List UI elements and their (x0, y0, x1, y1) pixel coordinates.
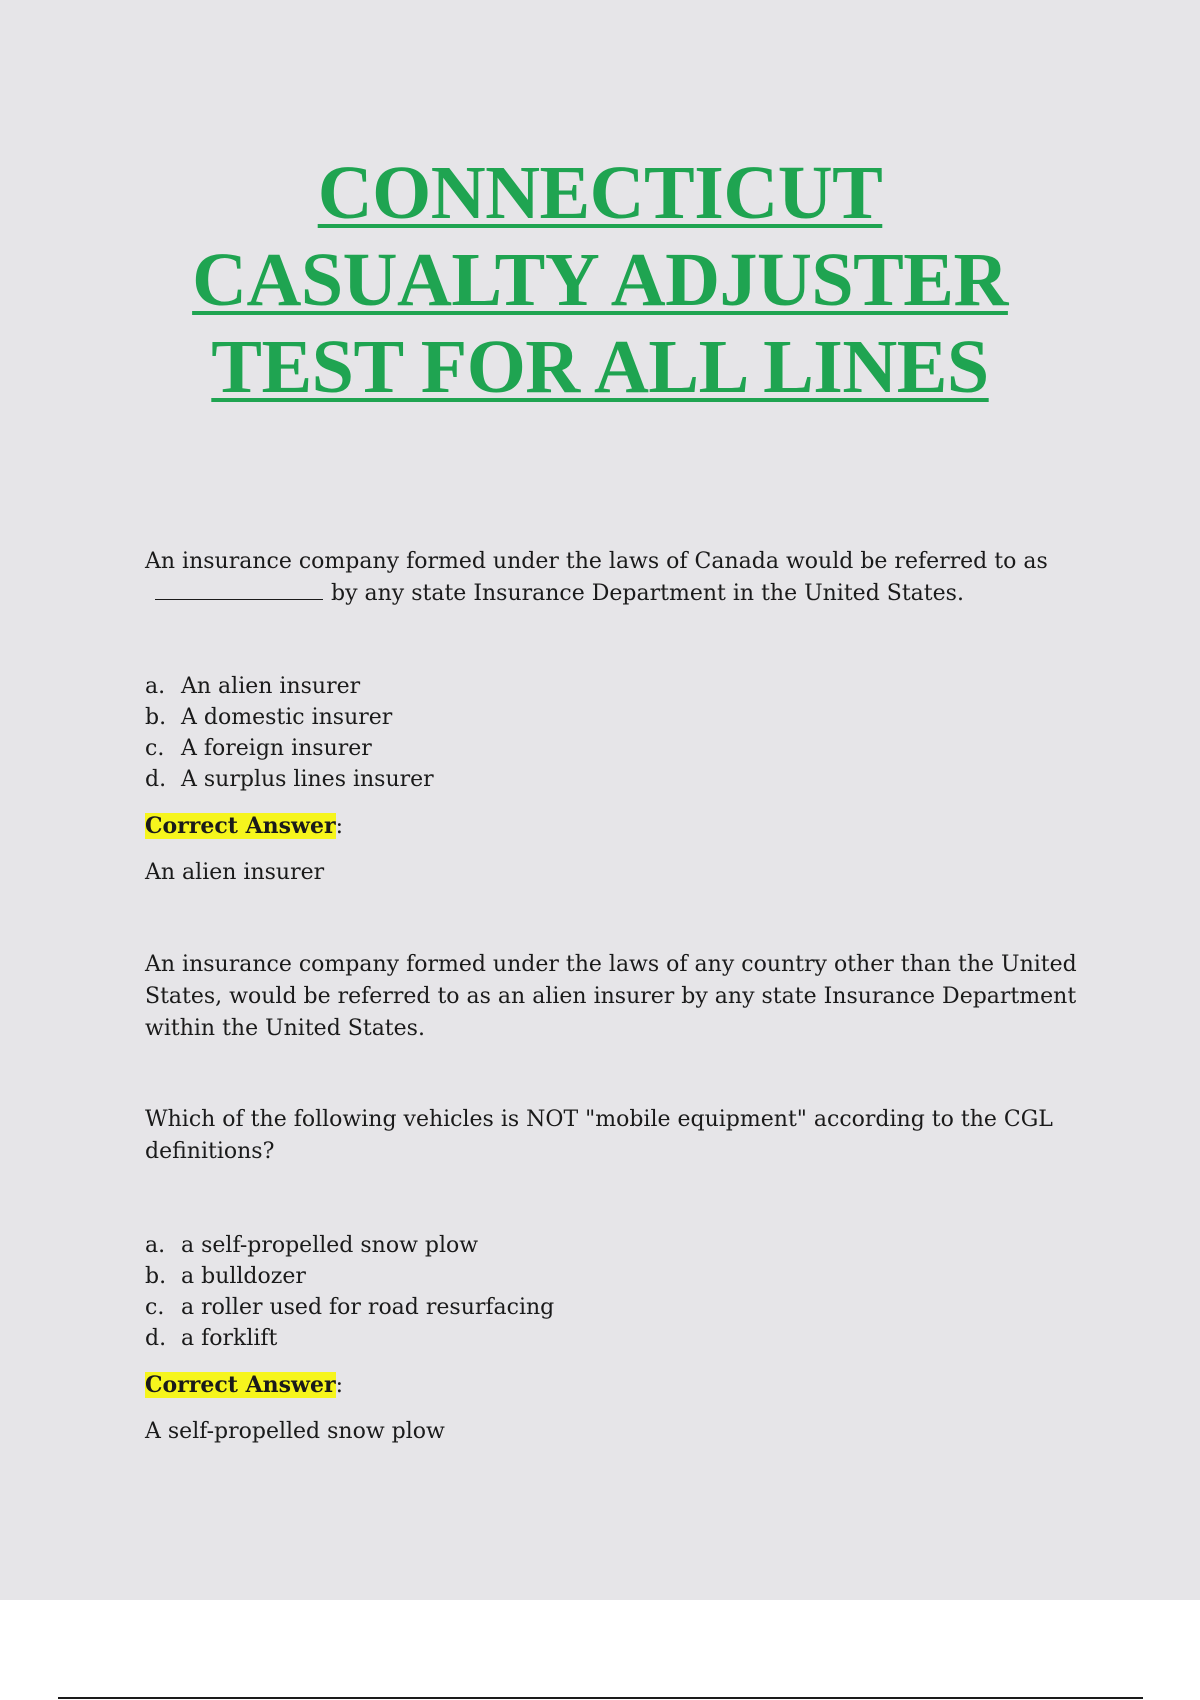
question-1-answer: An alien insurer (145, 860, 325, 885)
option-d: d. a forklift (145, 1326, 278, 1351)
answer-blank (155, 579, 323, 600)
option-c: c. A foreign insurer (145, 736, 372, 761)
option-c: c. a roller used for road resurfacing (145, 1295, 555, 1320)
question-2-prompt: Which of the following vehicles is NOT "mobile equipment" according to the CGL definitions? (145, 1107, 1053, 1164)
correct-answer-label: Correct Answer: (145, 1372, 343, 1398)
title-line: TEST FOR ALL LINES (211, 325, 989, 409)
question-1-prompt: An insurance company formed under the laws of Canada would be referred to asby any state Insurance Department in the United States. (145, 549, 1048, 606)
question-2-options (145, 1230, 1045, 1354)
document-title (0, 150, 1200, 411)
question-2-answer: A self-propelled snow plow (145, 1419, 445, 1444)
option-a: a. An alien insurer (145, 674, 361, 699)
option-a: a. a self-propelled snow plow (145, 1233, 479, 1258)
correct-answer-label: Correct Answer: (145, 813, 343, 839)
title-line: CONNECTICUT (317, 151, 883, 235)
footer-divider (58, 1697, 1143, 1699)
title-line: CASUALTY ADJUSTER (192, 238, 1008, 322)
option-b: b. A domestic insurer (145, 705, 393, 730)
question-1-options (145, 671, 1045, 795)
option-b: b. a bulldozer (145, 1264, 306, 1289)
question-1-explanation: An insurance company formed under the laws of any country other than the United States, would be referred to as an alien insurer by any state Insurance Department within the United States. (145, 952, 1077, 1041)
option-d: d. A surplus lines insurer (145, 767, 434, 792)
